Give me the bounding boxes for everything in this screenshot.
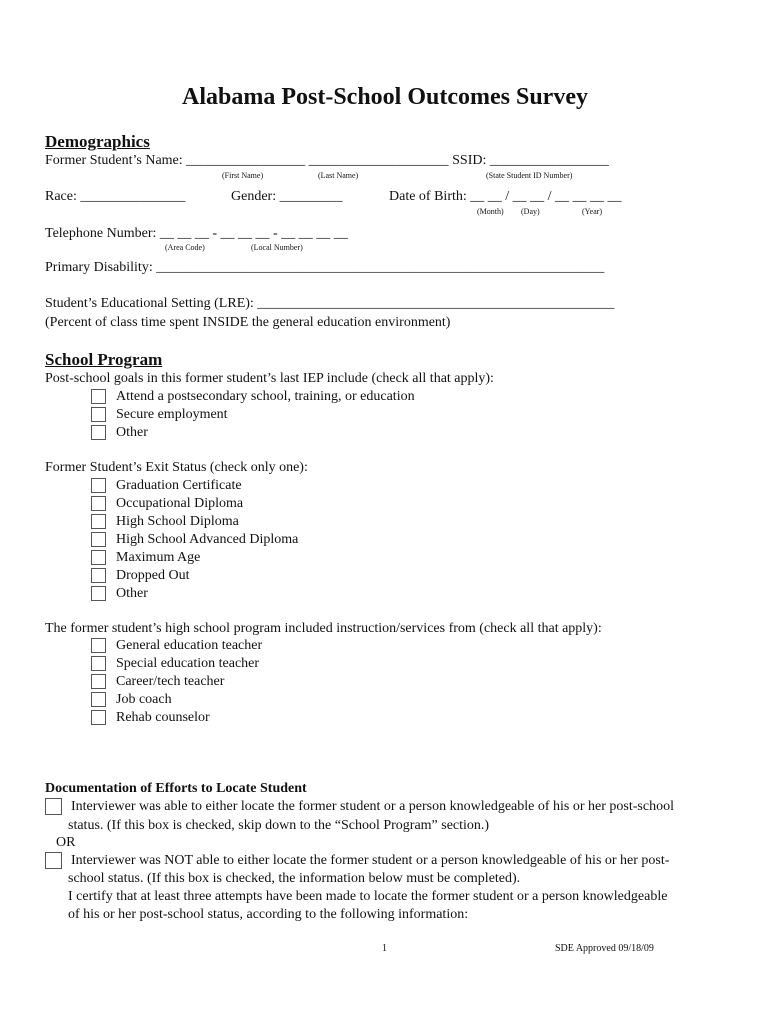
service-special-ed-checkbox[interactable]	[91, 656, 106, 671]
exit-option-label: Maximum Age	[116, 550, 201, 565]
exit-other-checkbox[interactable]	[91, 586, 106, 601]
exit-high-school-diploma-checkbox[interactable]	[91, 514, 106, 529]
exit-option-label: High School Advanced Diploma	[116, 532, 299, 547]
exit-maximum-age-checkbox[interactable]	[91, 550, 106, 565]
service-label: Special education teacher	[116, 656, 260, 671]
race-field: Race: _______________	[45, 189, 186, 204]
service-label: Career/tech teacher	[116, 674, 225, 689]
page-title: Alabama Post-School Outcomes Survey	[182, 84, 588, 110]
month-caption: (Month)	[477, 207, 504, 216]
service-label: Rehab counselor	[116, 710, 210, 725]
service-label: Job coach	[116, 692, 172, 707]
area-code-caption: (Area Code)	[165, 243, 205, 252]
service-rehab-counselor-checkbox[interactable]	[91, 710, 106, 725]
gender-field: Gender: _________	[231, 189, 343, 204]
primary-disability-field: Primary Disability: ________________________________________________________________	[45, 260, 605, 275]
exit-occupational-diploma-checkbox[interactable]	[91, 496, 106, 511]
exit-advanced-diploma-checkbox[interactable]	[91, 532, 106, 547]
service-general-ed-checkbox[interactable]	[91, 638, 106, 653]
goal-other-label: Other	[116, 425, 148, 440]
certify-line2: of his or her post-school status, according to the following information:	[68, 907, 469, 922]
exit-option-label: Occupational Diploma	[116, 496, 244, 511]
exit-option-label: Other	[116, 586, 148, 601]
lre-field: Student’s Educational Setting (LRE): ___________________________________________________	[45, 296, 615, 311]
documentation-heading: Documentation of Efforts to Locate Student	[45, 781, 307, 796]
year-caption: (Year)	[582, 207, 603, 216]
services-prompt: The former student’s high school program included instruction/services from (check all that apply):	[45, 621, 602, 636]
lre-note: (Percent of class time spent INSIDE the general education environment)	[45, 315, 451, 330]
service-job-coach-checkbox[interactable]	[91, 692, 106, 707]
telephone-field: Telephone Number: __ __ __ - __ __ __ - __ __ __ __	[45, 226, 348, 241]
school-program-heading: School Program	[45, 350, 163, 369]
goal-other-checkbox[interactable]	[91, 425, 106, 440]
page-number: 1	[382, 943, 387, 954]
located-option-line1: Interviewer was able to either locate the former student or a person knowledgeable of his or her post-school	[71, 799, 674, 814]
goal-postsecondary-label: Attend a postsecondary school, training, or education	[116, 389, 415, 404]
day-caption: (Day)	[521, 207, 540, 216]
goal-postsecondary-checkbox[interactable]	[91, 389, 106, 404]
first-name-caption: (First Name)	[222, 171, 264, 180]
goal-employment-label: Secure employment	[116, 407, 228, 422]
not-located-student-checkbox[interactable]	[45, 852, 62, 869]
local-number-caption: (Local Number)	[251, 243, 303, 252]
demographics-heading: Demographics	[45, 132, 150, 151]
certify-line1: I certify that at least three attempts have been made to locate the former student or a person knowledgeable	[68, 889, 668, 904]
exit-option-label: Graduation Certificate	[116, 478, 242, 493]
exit-option-label: High School Diploma	[116, 514, 239, 529]
not-located-option-line1: Interviewer was NOT able to either locate the former student or a person knowledgeable of his or her post-	[71, 853, 670, 868]
dob-field: Date of Birth: __ __ / __ __ / __ __ __ __	[389, 189, 622, 204]
exit-status-prompt: Former Student’s Exit Status (check only one):	[45, 460, 308, 475]
located-option-line2: status. (If this box is checked, skip down to the “School Program” section.)	[68, 818, 490, 833]
exit-graduation-certificate-checkbox[interactable]	[91, 478, 106, 493]
approval-note: SDE Approved 09/18/09	[555, 943, 654, 954]
exit-dropped-out-checkbox[interactable]	[91, 568, 106, 583]
goals-prompt: Post-school goals in this former student’s last IEP include (check all that apply):	[45, 371, 494, 386]
not-located-option-line2: school status. (If this box is checked, the information below must be completed).	[68, 871, 521, 886]
exit-option-label: Dropped Out	[116, 568, 190, 583]
name-ssid-line: Former Student’s Name: _________________ ____________________ SSID: _________________	[45, 153, 609, 168]
or-separator: OR	[56, 835, 76, 850]
last-name-caption: (Last Name)	[318, 171, 359, 180]
ssid-caption: (State Student ID Number)	[486, 171, 573, 180]
service-career-tech-checkbox[interactable]	[91, 674, 106, 689]
service-label: General education teacher	[116, 638, 263, 653]
goal-employment-checkbox[interactable]	[91, 407, 106, 422]
located-student-checkbox[interactable]	[45, 798, 62, 815]
